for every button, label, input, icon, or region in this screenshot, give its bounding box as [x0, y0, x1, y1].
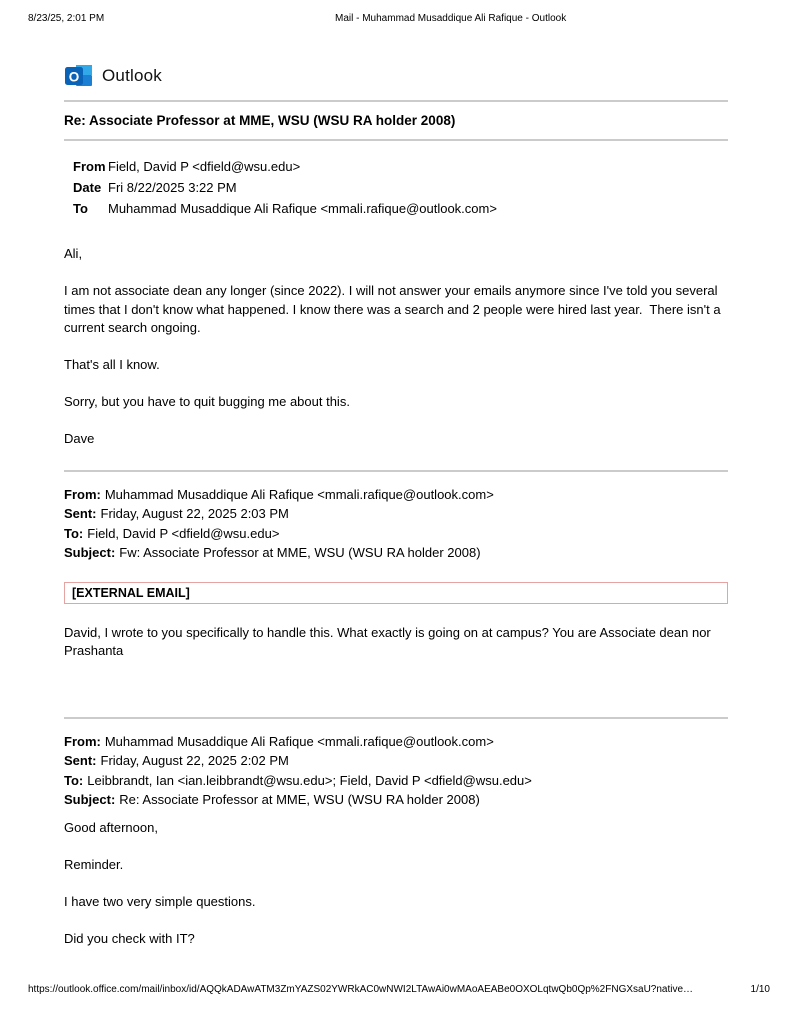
meta-date-value: Fri 8/22/2025 3:22 PM — [108, 180, 237, 195]
outlook-brand — [64, 62, 728, 90]
divider-top — [64, 100, 728, 102]
quoted2-to-label: To: — [64, 772, 84, 788]
meta-to-value: Muhammad Musaddique Ali Rafique <mmali.rafique@outlook.com> — [108, 201, 497, 216]
divider-quoted-2 — [64, 717, 728, 719]
svg-text:O: O — [68, 69, 80, 85]
quoted-email-1-header — [64, 485, 728, 563]
quoted1-body: David, I wrote to you specifically to handle this. What exactly is going on at campus? You are Associate dean nor Prashanta — [64, 624, 715, 658]
body-greeting: Ali, — [64, 246, 83, 261]
quoted2-body-line: Did you check with IT? — [64, 930, 195, 946]
body-paragraph: Sorry, but you have to quit bugging me about this. — [64, 394, 350, 409]
quoted2-to-row — [64, 771, 728, 791]
meta-date-row — [73, 177, 728, 198]
quoted1-to-label: To: — [64, 525, 84, 541]
quoted2-body — [64, 819, 728, 949]
message-meta — [73, 156, 728, 219]
quoted2-body-line: Reminder. — [64, 856, 124, 872]
quoted1-from-label: From: — [64, 486, 101, 502]
meta-from-value: Field, David P <dfield@wsu.edu> — [108, 159, 301, 174]
quoted2-from-value: Muhammad Musaddique Ali Rafique <mmali.rafique@outlook.com> — [104, 733, 494, 749]
quoted1-from-row — [64, 485, 728, 505]
print-footer — [28, 984, 770, 995]
print-header — [0, 13, 791, 27]
quoted2-from-row — [64, 732, 728, 752]
quoted2-subject-value: Re: Associate Professor at MME, WSU (WSU RA holder 2008) — [119, 792, 480, 807]
external-email-banner: [EXTERNAL EMAIL] — [64, 582, 728, 604]
quoted1-subject-row — [64, 543, 728, 563]
quoted2-sent-row — [64, 751, 728, 771]
outlook-brand-label: Outlook — [102, 66, 162, 85]
meta-date-label: Date — [73, 180, 102, 195]
quoted1-from-value: Muhammad Musaddique Ali Rafique <mmali.rafique@outlook.com> — [104, 486, 494, 502]
quoted2-sent-label: Sent: — [64, 753, 97, 768]
print-page-title: Mail - Muhammad Musaddique Ali Rafique - Outlook — [335, 13, 567, 24]
quoted-email-2-header — [64, 732, 728, 810]
meta-to-label: To — [73, 201, 88, 216]
quoted1-to-row — [64, 524, 728, 544]
quoted1-sent-value: Friday, August 22, 2025 2:03 PM — [100, 506, 289, 521]
quoted2-body-line: I have two very simple questions. — [64, 893, 256, 909]
body-paragraph: I am not associate dean any longer (since 2022). I will not answer your emails anymore since I've told you several times that I don't know what happened. I know there was a search and 2 people were hired last year. There isn't a current search ongoing. — [64, 283, 725, 335]
outlook-logo-icon — [64, 62, 94, 90]
quoted1-subject-value: Fw: Associate Professor at MME, WSU (WSU RA holder 2008) — [119, 545, 481, 560]
quoted2-subject-label: Subject: — [64, 792, 116, 807]
quoted2-subject-row — [64, 790, 728, 810]
body-paragraph: That's all I know. — [64, 357, 160, 372]
meta-from-label: From — [73, 159, 106, 174]
quoted2-sent-value: Friday, August 22, 2025 2:02 PM — [100, 753, 289, 768]
divider-subject — [64, 139, 728, 141]
print-datetime: 8/23/25, 2:01 PM — [28, 13, 105, 24]
meta-from-row — [73, 156, 728, 177]
print-page-number: 1/10 — [750, 984, 770, 995]
quoted1-to-value: Field, David P <dfield@wsu.edu> — [87, 525, 280, 541]
quoted1-sent-label: Sent: — [64, 506, 97, 521]
quoted1-sent-row — [64, 504, 728, 524]
body-signature: Dave — [64, 431, 95, 446]
quoted2-to-value: Leibbrandt, Ian <ian.leibbrandt@wsu.edu>; Field, David P <dfield@wsu.edu> — [87, 772, 532, 788]
email-body — [64, 245, 728, 449]
email-content — [64, 62, 728, 948]
divider-quoted-1 — [64, 470, 728, 472]
quoted1-subject-label: Subject: — [64, 545, 116, 560]
print-url: https://outlook.office.com/mail/inbox/id/AQQkADAwATM3ZmYAZS02YWRkAC0wNWI2LTAwAi0wMAoAEABe0OXOLqtwQb0Qp%2FNGXsaU?native… — [28, 984, 694, 995]
quoted2-body-line: Good afternoon, — [64, 819, 158, 835]
email-subject: Re: Associate Professor at MME, WSU (WSU RA holder 2008) — [64, 113, 456, 128]
meta-to-row — [73, 198, 728, 219]
quoted2-from-label: From: — [64, 733, 101, 749]
